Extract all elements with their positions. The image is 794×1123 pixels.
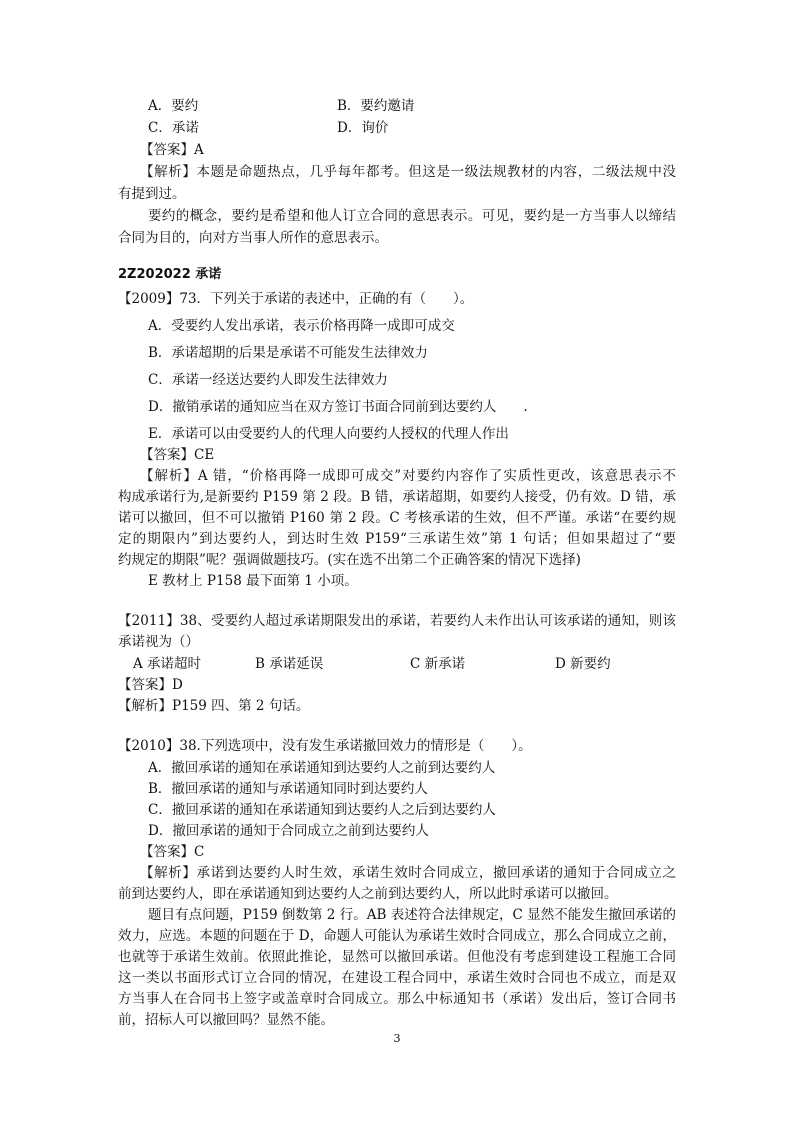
definition-line: 合同为目的，向对方当事人所作的意思表示。 bbox=[118, 230, 388, 246]
discussion-line: 题目有点问题，P159 倒数第 2 行。AB 表述符合法律规定，C 显然不能发生撤回承诺的 bbox=[148, 907, 676, 923]
analysis-line: 诺可以撤回，但不可以撤销 P160 第 2 段。C 考核承诺的生效，但不严谨。承诺“在要约规 bbox=[118, 510, 676, 526]
option-a: A．要约 bbox=[148, 98, 199, 114]
analysis-line: 定的期限内”到达要约人，到达时生效 P159“三承诺生效”第 1 句话；但如果超过了“要 bbox=[118, 531, 676, 547]
option-a: A．受要约人发出承诺，表示价格再降一成即可成交 bbox=[148, 318, 455, 334]
definition-line: 要约的概念，要约是希望和他人订立合同的意思表示。可见，要约是一方当事人以缔结 bbox=[148, 208, 676, 224]
analysis-line: 有提到过。 bbox=[118, 186, 186, 202]
answer: 【答案】C bbox=[140, 844, 205, 860]
analysis-line: 【解析】承诺到达要约人时生效，承诺生效时合同成立，撤回承诺的通知于合同成立之 bbox=[140, 865, 676, 881]
option-a: A．撤回承诺的通知在承诺通知到达要约人之前到达要约人 bbox=[148, 760, 496, 776]
option-c: C 新承诺 bbox=[410, 656, 466, 672]
option-d: D．撤销承诺的通知应当在双方签订书面合同前到达要约人 . bbox=[148, 399, 528, 415]
option-b: B．承诺超期的后果是承诺不可能发生法律效力 bbox=[148, 345, 428, 361]
option-b: B．要约邀请 bbox=[337, 98, 415, 114]
option-d: D 新要约 bbox=[555, 656, 611, 672]
analysis-line: E 教材上 P158 最下面第 1 小项。 bbox=[148, 573, 358, 589]
answer: 【答案】A bbox=[140, 142, 204, 158]
option-c: C．承诺一经送达要约人即发生法律效力 bbox=[148, 372, 388, 388]
option-d: D．撤回承诺的通知于合同成立之前到达要约人 bbox=[148, 823, 429, 839]
analysis-line: 【解析】A 错，“价格再降一成即可成交”对要约内容作了实质性更改，该意思表示不 bbox=[140, 468, 676, 484]
discussion-line: 方当事人在合同书上签字或盖章时合同成立。那么中标通知书（承诺）发出后，签订合同书 bbox=[118, 991, 676, 1007]
analysis-line: 【解析】P159 四、第 2 句话。 bbox=[118, 698, 310, 714]
option-d: D．询价 bbox=[337, 120, 389, 136]
section-heading: 2Z202022 承诺 bbox=[118, 267, 222, 282]
analysis-line: 【解析】本题是命题热点，几乎每年都考。但这是一级法规教材的内容，二级法规中没 bbox=[140, 164, 676, 180]
discussion-line: 效力，应选。本题的问题在于 D，命题人可能认为承诺生效时合同成立，那么合同成立之前， bbox=[118, 928, 676, 944]
option-b: B 承诺延误 bbox=[255, 656, 324, 672]
question-stem: 【2009】73．下列关于承诺的表述中，正确的有（ ）。 bbox=[118, 291, 474, 307]
discussion-line: 前，招标人可以撤回吗？显然不能。 bbox=[118, 1012, 334, 1028]
discussion-line: 这一类以书面形式订立合同的情况，在建设工程合同中，承诺生效时合同也不成立，而是双 bbox=[118, 970, 676, 986]
analysis-line: 约规定的期限”呢？强调做题技巧。(实在选不出第二个正确答案的情况下选择) bbox=[118, 552, 581, 568]
option-c: C．承诺 bbox=[148, 120, 199, 136]
option-a: A 承诺超时 bbox=[133, 656, 202, 672]
answer: 【答案】D bbox=[118, 677, 183, 693]
question-stem: 承诺视为（） bbox=[118, 634, 199, 650]
answer: 【答案】CE bbox=[140, 447, 215, 463]
analysis-line: 构成承诺行为,是新要约 P159 第 2 段。B 错，承诺超期，如要约人接受，仍有效。D 错，承 bbox=[118, 489, 676, 505]
analysis-line: 前到达要约人，即在承诺通知到达要约人之前到达要约人，所以此时承诺可以撤回。 bbox=[118, 886, 618, 902]
question-stem: 【2010】38.下列选项中，没有发生承诺撤回效力的情形是（ ）。 bbox=[118, 738, 532, 754]
discussion-line: 也就等于承诺生效前。依照此推论，显然可以撤回承诺。但他没有考虑到建设工程施工合同 bbox=[118, 949, 676, 965]
question-stem: 【2011】38、受要约人超过承诺期限发出的承诺，若要约人未作出认可该承诺的通知，则该 bbox=[118, 613, 676, 629]
option-e: E．承诺可以由受要约人的代理人向要约人授权的代理人作出 bbox=[148, 426, 509, 442]
option-b: B．撤回承诺的通知与承诺通知同时到达要约人 bbox=[148, 781, 428, 797]
page-number: 3 bbox=[393, 1032, 401, 1045]
option-c: C．撤回承诺的通知在承诺通知到达要约人之后到达要约人 bbox=[148, 802, 496, 818]
